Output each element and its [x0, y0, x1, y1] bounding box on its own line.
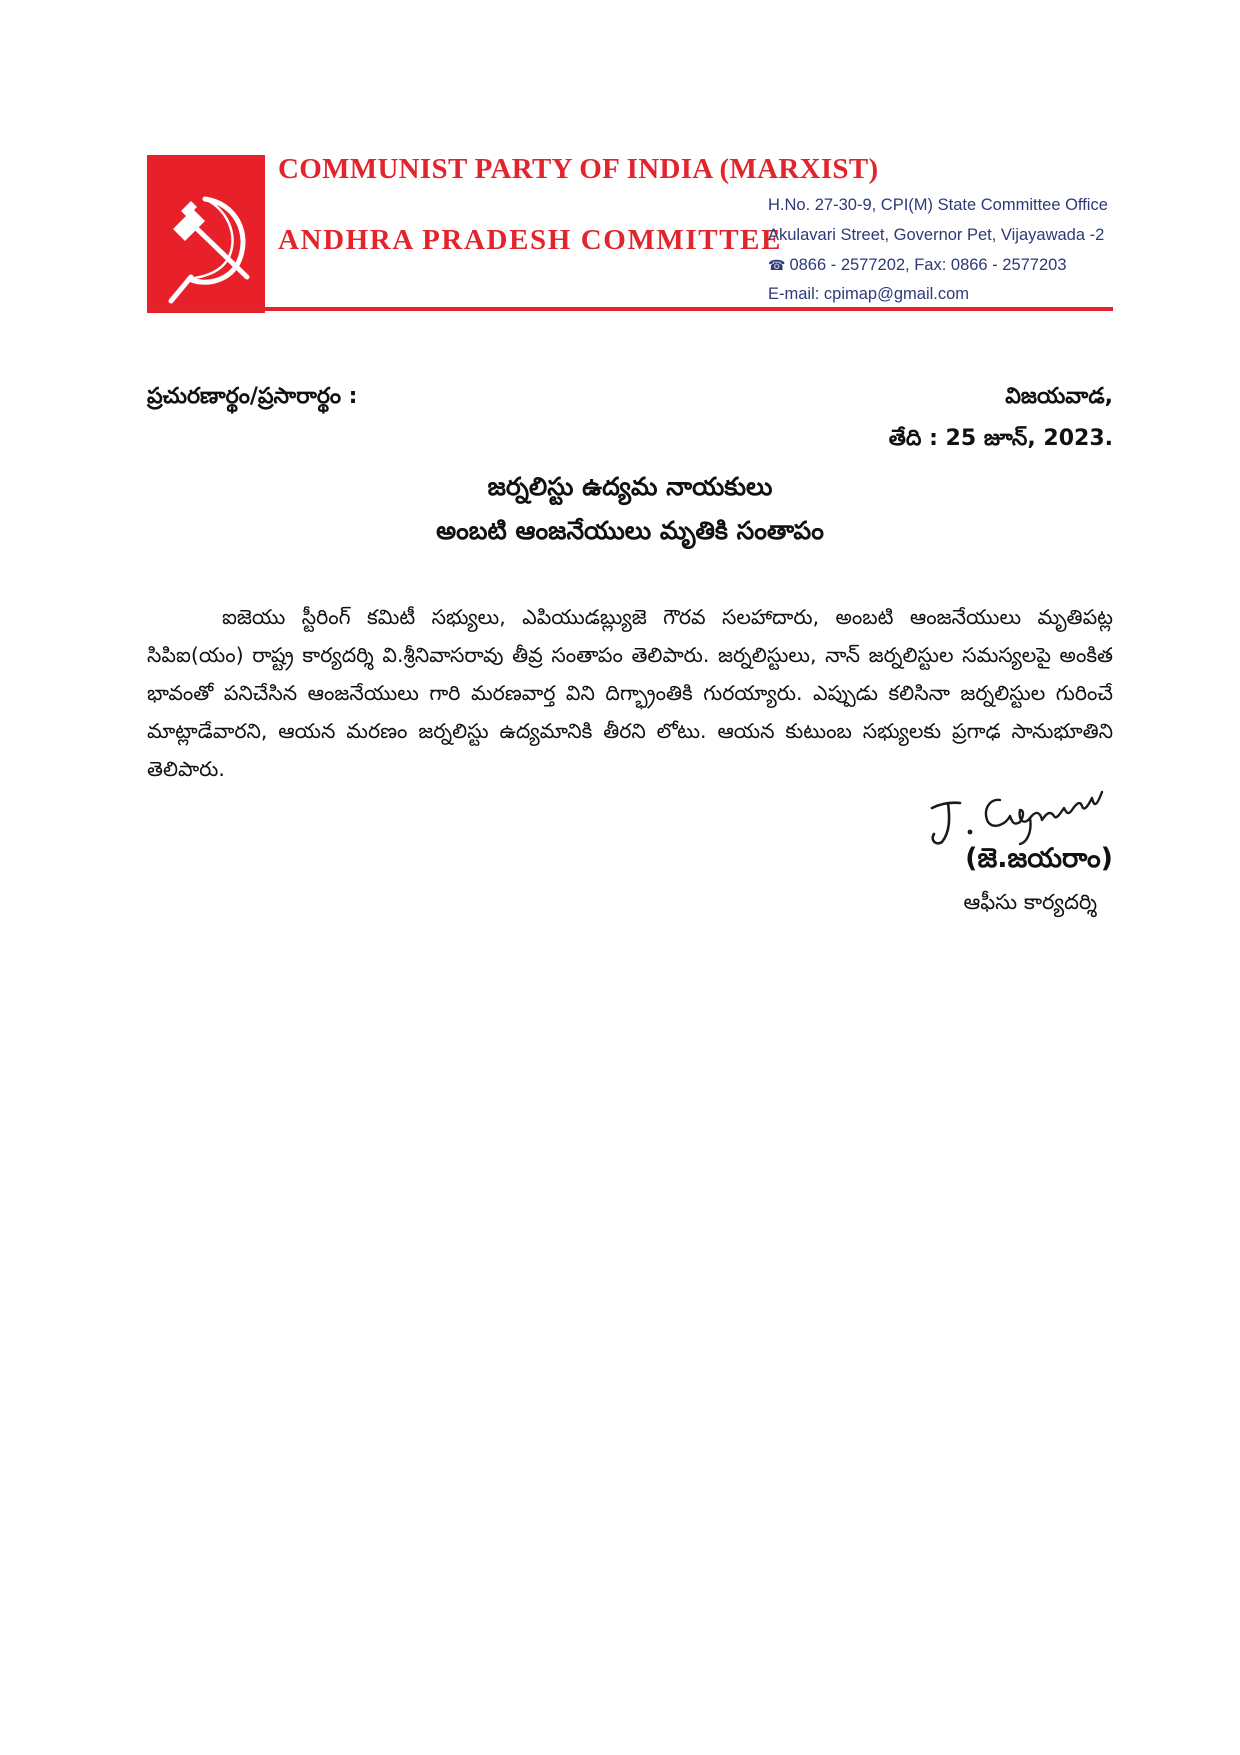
hammer-sickle-icon: [147, 155, 265, 313]
phone-fax: [768, 256, 1067, 275]
signer-name: (జె.జయరాం): [965, 843, 1113, 874]
address-line1: H.No. 27-30-9, CPI(M) State Committee Office: [768, 196, 1108, 214]
for-publication-label: ప్రచురణార్థం/ప్రసారార్థం :: [147, 384, 358, 409]
title-line2: అంబటి ఆంజనేయులు మృతికి సంతాపం: [436, 516, 824, 545]
statement-body: ఐజెయు స్టీరింగ్ కమిటీ సభ్యులు, ఎపియుడబ్ల్యుజె గౌరవ సలహాదారు, అంబటి ఆంజనేయులు మృతిపట్ల సిపిఐ(యం) రాష్ట్ర కార్యదర్శి వి.శ్రీనివాసరావు తీవ్ర సంతాపం తెలిపారు. జర్నలిస్టులు, నాన్ జర్నలిస్టుల సమస్యలపై అంకిత భావంతో పనిచేసిన ఆంజనేయులు గారి మరణవార్త విని దిగ్భ్రాంతికి గురయ్యారు. ఎప్పుడు కలిసినా జర్నలిస్టుల గురించే మాట్లాడేవారని, ఆయన మరణం జర్నలిస్టు ఉద్యమానికి తీరని లోటు. ఆయన కుటుంబ సభ్యులకు ప్రగాఢ సానుభూతిని తెలిపారు.: [147, 605, 1113, 781]
phone-icon: ☎: [768, 257, 786, 273]
header-divider: [147, 307, 1113, 311]
org-name: COMMUNIST PARTY OF INDIA (MARXIST): [278, 153, 879, 185]
committee-name: ANDHRA PRADESH COMMITTEE: [278, 224, 783, 256]
date: తేది : 25 జూన్, 2023.: [888, 426, 1113, 451]
address-line2: Akulavari Street, Governor Pet, Vijayawada -2: [768, 226, 1105, 244]
handwritten-signature: [920, 770, 1110, 850]
title-line1: జర్నలిస్టు ఉద్యమ నాయకులు: [487, 472, 773, 501]
place: విజయవాడ,: [1005, 384, 1113, 409]
email: E-mail: cpimap@gmail.com: [768, 285, 970, 303]
party-logo: [147, 155, 265, 313]
signer-role: ఆఫీసు కార్యదర్శి: [963, 890, 1097, 914]
phone-text: 0866 - 2577202, Fax: 0866 - 2577203: [789, 256, 1067, 274]
